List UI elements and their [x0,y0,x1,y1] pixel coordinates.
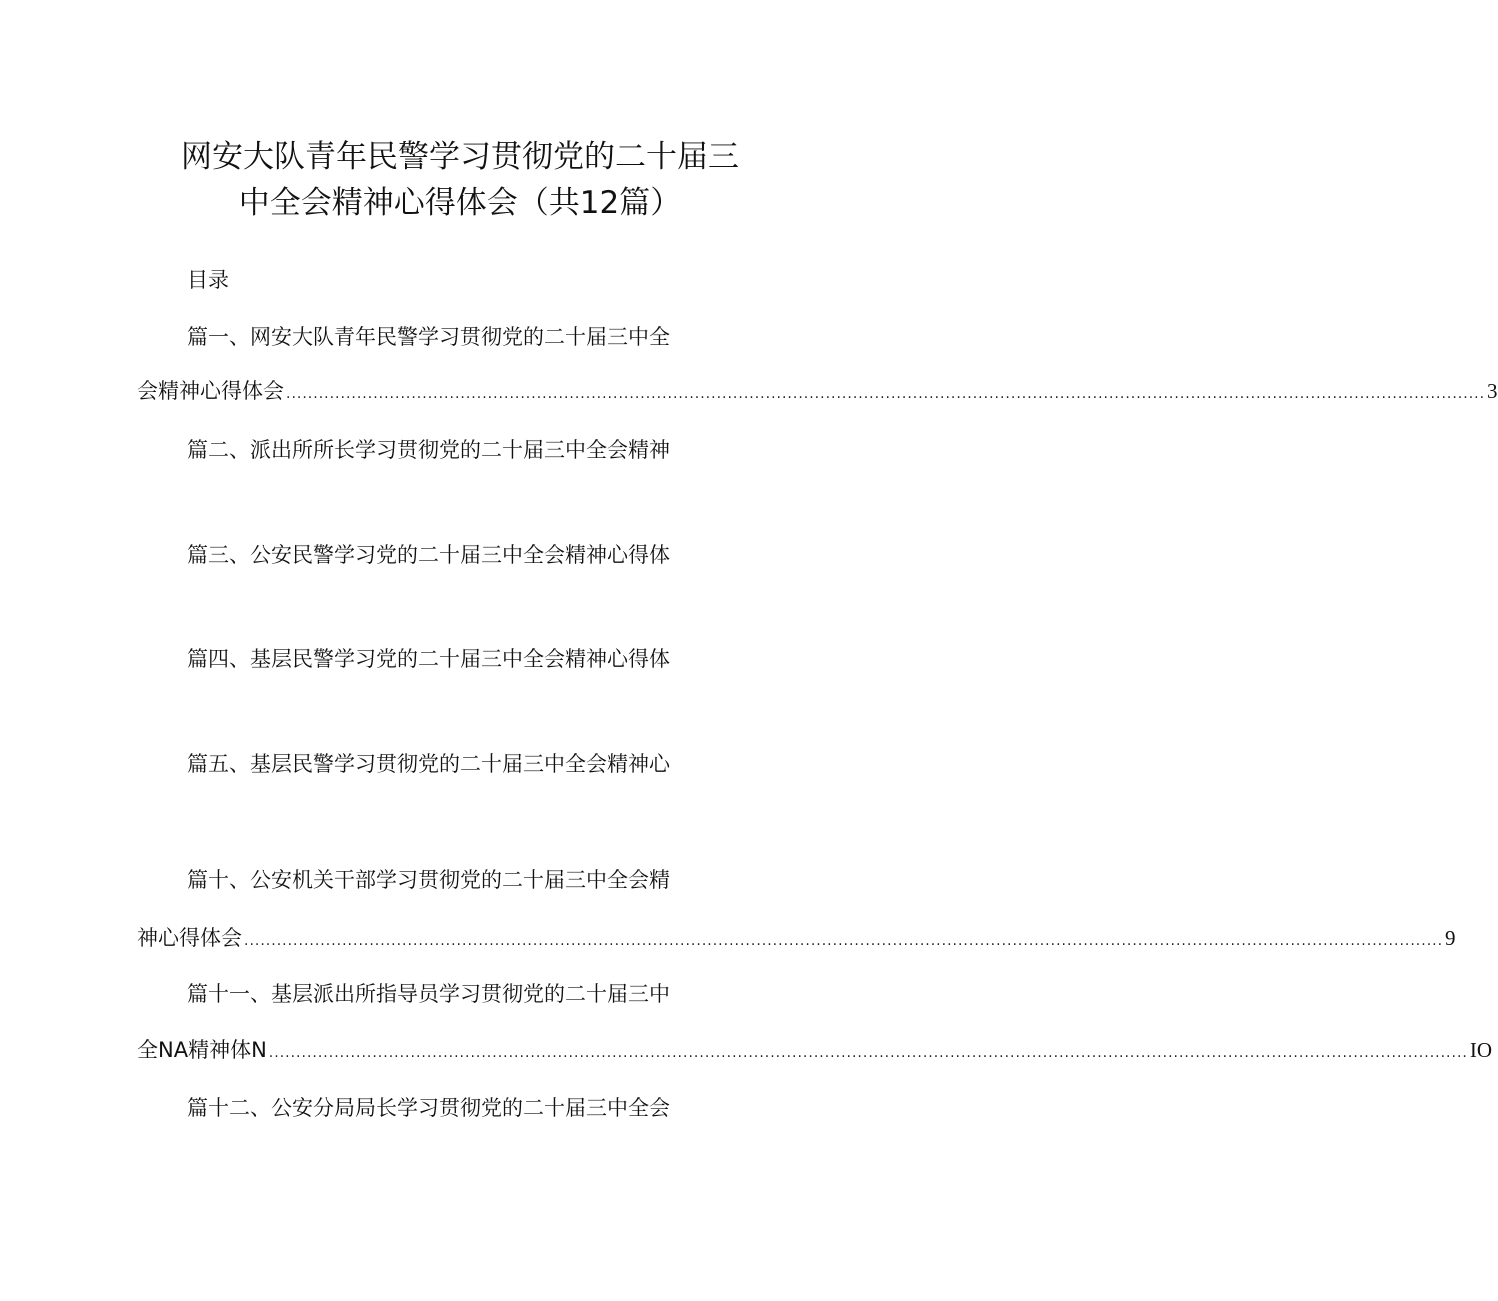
toc-entry-11-text: 全NA精神体N [137,1038,267,1062]
dot-leader: ............................................................................................................................................................................................................................ [244,933,1444,949]
toc-entry-11-page-number: IO [1469,1038,1493,1062]
toc-entry-10-line-1[interactable]: 篇十、公安机关干部学习贯彻党的二十届三中全会精 [187,868,670,892]
toc-entry-10-page-number: 9 [1445,926,1456,950]
toc-entry-10-line-2[interactable] [137,924,1456,955]
toc-entry-1-line-1[interactable]: 篇一、网安大队青年民警学习贯彻党的二十届三中全 [187,325,670,349]
toc-entry-10-text: 神心得体会 [137,926,242,950]
document-title-line-1: 网安大队青年民警学习贯彻党的二十届三 [181,139,739,175]
document-title-line-2: 中全会精神心得体会（共12篇） [238,185,682,221]
toc-entry-1-line-2[interactable] [137,377,1498,408]
toc-heading: 目录 [187,268,229,292]
toc-entry-4-line-1[interactable]: 篇四、基层民警学习党的二十届三中全会精神心得体 [187,647,670,671]
toc-entry-1-text: 会精神心得体会 [137,379,284,403]
toc-entry-11-line-1[interactable]: 篇十一、基层派出所指导员学习贯彻党的二十届三中 [187,982,670,1006]
toc-entry-12-line-1[interactable]: 篇十二、公安分局局长学习贯彻党的二十届三中全会 [187,1096,670,1120]
dot-leader: ............................................................................................................................................................................................................................ [268,1045,1468,1061]
dot-leader: ............................................................................................................................................................................................................................ [286,386,1486,402]
toc-entry-1-page-number: 3 [1487,379,1498,403]
toc-entry-11-line-2[interactable] [137,1036,1493,1067]
toc-entry-2-line-1[interactable]: 篇二、派出所所长学习贯彻党的二十届三中全会精神 [187,438,670,462]
toc-entry-3-line-1[interactable]: 篇三、公安民警学习党的二十届三中全会精神心得体 [187,543,670,567]
toc-entry-5-line-1[interactable]: 篇五、基层民警学习贯彻党的二十届三中全会精神心 [187,752,670,776]
